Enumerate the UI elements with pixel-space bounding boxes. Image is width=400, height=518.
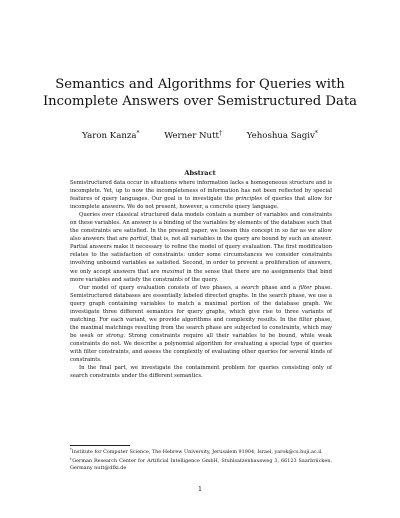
footnote-rule [70,445,130,446]
author-list [40,128,360,142]
emphasis: search [241,284,260,291]
author-affiliation-mark: † [219,130,222,137]
footnote-mark: * [70,448,72,452]
title-line-1: Semantics and Algorithms for Queries with [55,77,345,92]
author [164,128,222,142]
footnote [70,456,332,472]
text-run: Semistructured data occur in situations where information lacks a homogeneous structure and is incomplete. Yet, up to now the incompleteness of information has not been reflected by special features of query languages. Our goal is to investigate the [70,180,332,203]
emphasis: strong [106,332,124,339]
page-number: 1 [198,486,202,493]
abstract-paragraph [70,284,332,364]
emphasis: partial [129,236,148,243]
footnote-mark: † [70,457,73,462]
abstract-paragraph [70,179,332,211]
paper-title [40,76,360,110]
text-run: phase and a [259,284,299,291]
footnote-text: Institute for Computer Science, The Hebrew University, Jerusalem 91904, Israel, yarok@cs.huji.ac.il [71,449,322,455]
emphasis: principles [235,196,263,203]
abstract-paragraph: In the final part, we investigate the containment problem for queries consisting only of search constraints under the different semantics. [70,365,332,380]
text-run: Our model of query evaluation consists of two phases, a [79,284,242,291]
text-run: of queries that allow for incomplete answers. We do not present, however, a concrete query language. [70,196,332,211]
text-run: Queries over classical structured data models contain a number of variables and constraints on these variables. An answer is a binding of the variables by elements of the database such that the constraints are satisfied. In the present paper, we loosen this concept in so far as we allow also answers that are [70,212,332,243]
emphasis: filter [298,284,312,291]
text-run: . Strong constraints require all their variables to be bound, while weak constraints do not. We describe a polynomial algorithm for evaluating a special type of queries with filter constraints, and assess the complexity of evaluating other queries for several kinds of constraints. [70,332,332,364]
emphasis: weak [79,332,94,339]
author-affiliation-mark: * [314,130,318,137]
author-name: Yehoshua Sagiv [246,131,315,141]
author-name: Werner Nutt [164,131,219,141]
emphasis: maximal [161,268,185,275]
author-affiliation-mark: * [136,130,140,137]
abstract-heading: Abstract [184,169,216,177]
title-line-2: Incomplete Answers over Semistructured Data [42,94,358,109]
abstract-body [70,179,332,380]
abstract-paragraph [70,211,332,283]
footnote [70,447,332,456]
text-run: phase. Semistructured databases are essentially labeled directed graphs. In the search phase, we use a query graph containing variables to match a maximal portion of the database graph. We investigate three different semantics for query graphs, which give rise to three variants of matching. For each variant, we provide algorithms and complexity results. In the filter phase, the maximal matchings resulting from the search phase are subjected to constraints, which may be [70,284,332,339]
text-run: in the sense that there are no assignments that bind more variables and satisfy the constraints of the query. [70,268,332,283]
author-name: Yaron Kanza [82,131,137,141]
text-run: or [93,332,107,339]
footnote-text: German Research Center for Artificial Intelligence GmbH, Stuhlsatzenhausweg 3, 66123 Saarbrücken, Germany nutt@dfki.de [70,458,332,472]
text-run: , that is, not all variables in the query are bound by such an answer. Partial answers make it necessary to refine the model of query evaluation. The first modification relates to the satisfaction of constraints: under some circumstances we consider constraints involving unbound variables as satisfied. Second, in order to prevent a proliferation of answers, we only accept answers that are [70,236,332,275]
author [82,128,139,142]
author [247,128,318,142]
footnotes [70,447,332,473]
